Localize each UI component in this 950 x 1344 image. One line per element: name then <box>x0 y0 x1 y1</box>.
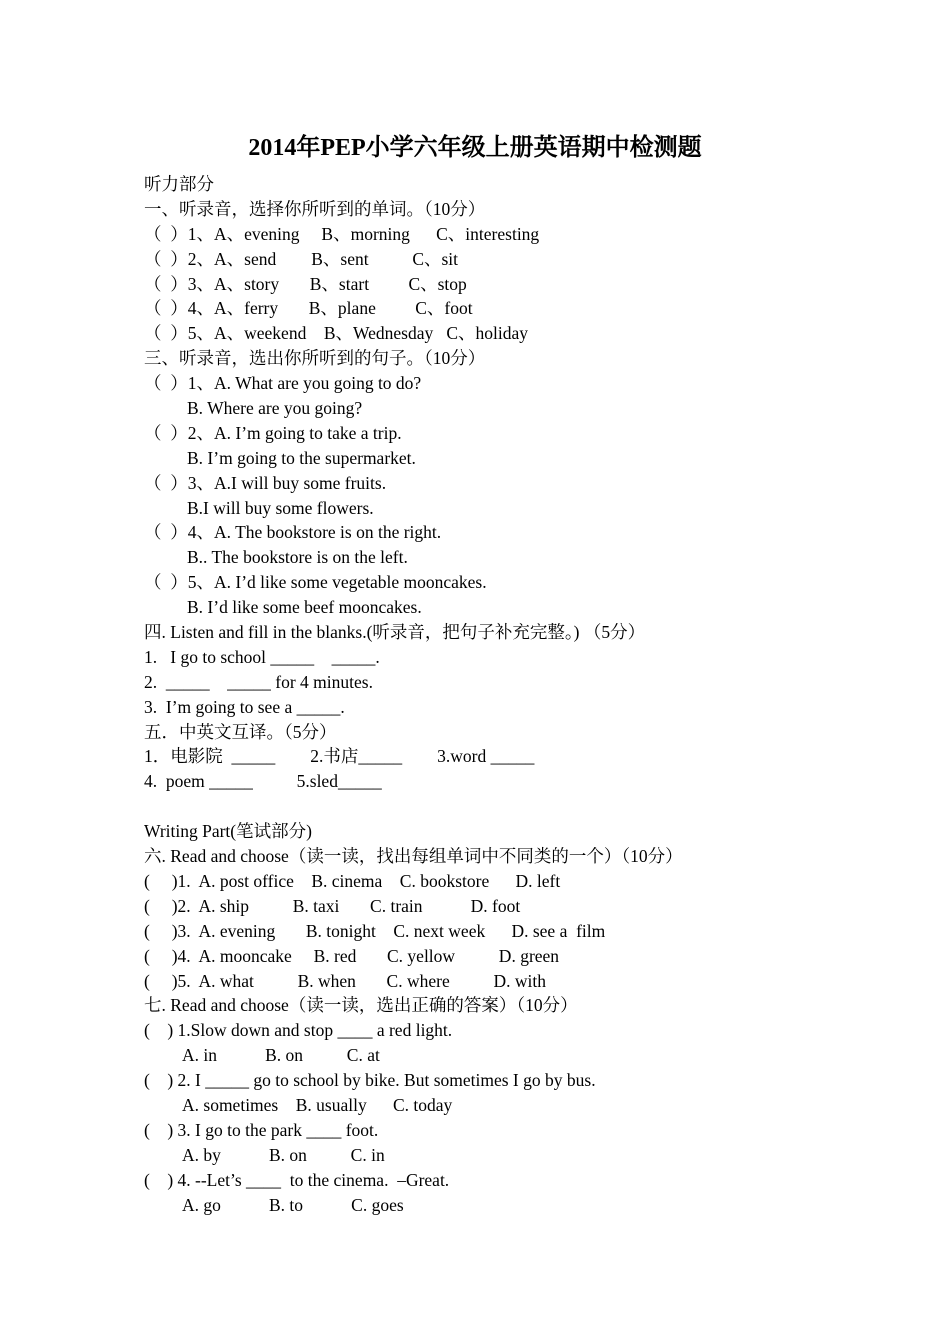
text-line: （ ）2、A、send B、sent C、sit <box>144 248 459 269</box>
text-line: 七. Read and choose（读一读，选出正确的答案）（10分） <box>144 995 578 1016</box>
text-line: ( ) 2. I _____ go to school by bike. But sometimes I go by bus. <box>144 1070 596 1091</box>
text-line: （ ）5、A、weekend B、Wednesday C、holiday <box>144 323 529 344</box>
text-line: Writing Part(笔试部分) <box>144 821 312 842</box>
text-line: ( ) 3. I go to the park ____ foot. <box>144 1119 379 1140</box>
text-line: （ ）1、A. What are you going to do? <box>144 373 422 394</box>
text-line: B.. The bookstore is on the left. <box>187 547 408 568</box>
text-line: 2. _____ _____ for 4 minutes. <box>144 671 373 692</box>
exam-title: 2014年PEP小学六年级上册英语期中检测题 <box>248 135 702 161</box>
text-line: ( ) 1.Slow down and stop ____ a red light. <box>144 1020 453 1041</box>
text-line: 五．中英文互译。（5分） <box>144 721 337 742</box>
text-line: B. I’d like some beef mooncakes. <box>187 597 422 618</box>
text-line: A. go B. to C. goes <box>182 1194 404 1215</box>
text-line: 3. I’m going to see a _____. <box>144 696 345 717</box>
text-line: 1．电影院 _____ 2.书店_____ 3.word _____ <box>144 746 535 767</box>
text-line: （ ）3、A.I will buy some fruits. <box>144 472 387 493</box>
text-line: B. I’m going to the supermarket. <box>187 447 416 468</box>
text-line: （ ）1、A、evening B、morning C、interesting <box>144 223 540 244</box>
text-line: （ ）2、A. I’m going to take a trip. <box>144 422 402 443</box>
text-line: 听力部分 <box>144 174 214 194</box>
text-line: 1. I go to school _____ _____. <box>144 646 380 667</box>
text-line: ( )2. A. ship B. taxi C. train D. foot <box>144 895 521 916</box>
text-line: 三、听录音，选出你所听到的句子。（10分） <box>144 348 486 369</box>
text-line: A. sometimes B. usually C. today <box>182 1094 453 1115</box>
text-line: （ ）4、A、ferry B、plane C、foot <box>144 298 473 319</box>
text-line: 一、听录音，选择你所听到的单词。（10分） <box>144 198 486 219</box>
text-line: A. in B. on C. at <box>182 1045 380 1066</box>
blank-line <box>144 794 924 819</box>
text-line: 四. Listen and fill in the blanks.(听录音，把句子补充完整。) （5分） <box>144 622 646 643</box>
text-line: A. by B. on C. in <box>182 1144 385 1165</box>
exam-content <box>144 172 924 1217</box>
text-line: （ ）5、A. I’d like some vegetable mooncakes. <box>144 572 487 593</box>
text-line: 4. poem _____ 5.sled_____ <box>144 771 382 792</box>
text-line: B. Where are you going? <box>187 398 363 419</box>
text-line: B.I will buy some flowers. <box>187 497 374 518</box>
text-line: （ ）3、A、story B、start C、stop <box>144 273 467 294</box>
text-line: ( ) 4. --Let’s ____ to the cinema. –Great. <box>144 1169 450 1190</box>
text-line: （ ）4、A. The bookstore is on the right. <box>144 522 442 543</box>
text-line: ( )3. A. evening B. tonight C. next week D. see a film <box>144 920 606 941</box>
text-line: ( )1. A. post office B. cinema C. bookstore D. left <box>144 870 561 891</box>
text-line: ( )4. A. mooncake B. red C. yellow D. green <box>144 945 560 966</box>
text-line: 六. Read and choose（读一读，找出每组单词中不同类的一个）（10分） <box>144 846 683 867</box>
text-line: ( )5. A. what B. when C. where D. with <box>144 970 546 991</box>
